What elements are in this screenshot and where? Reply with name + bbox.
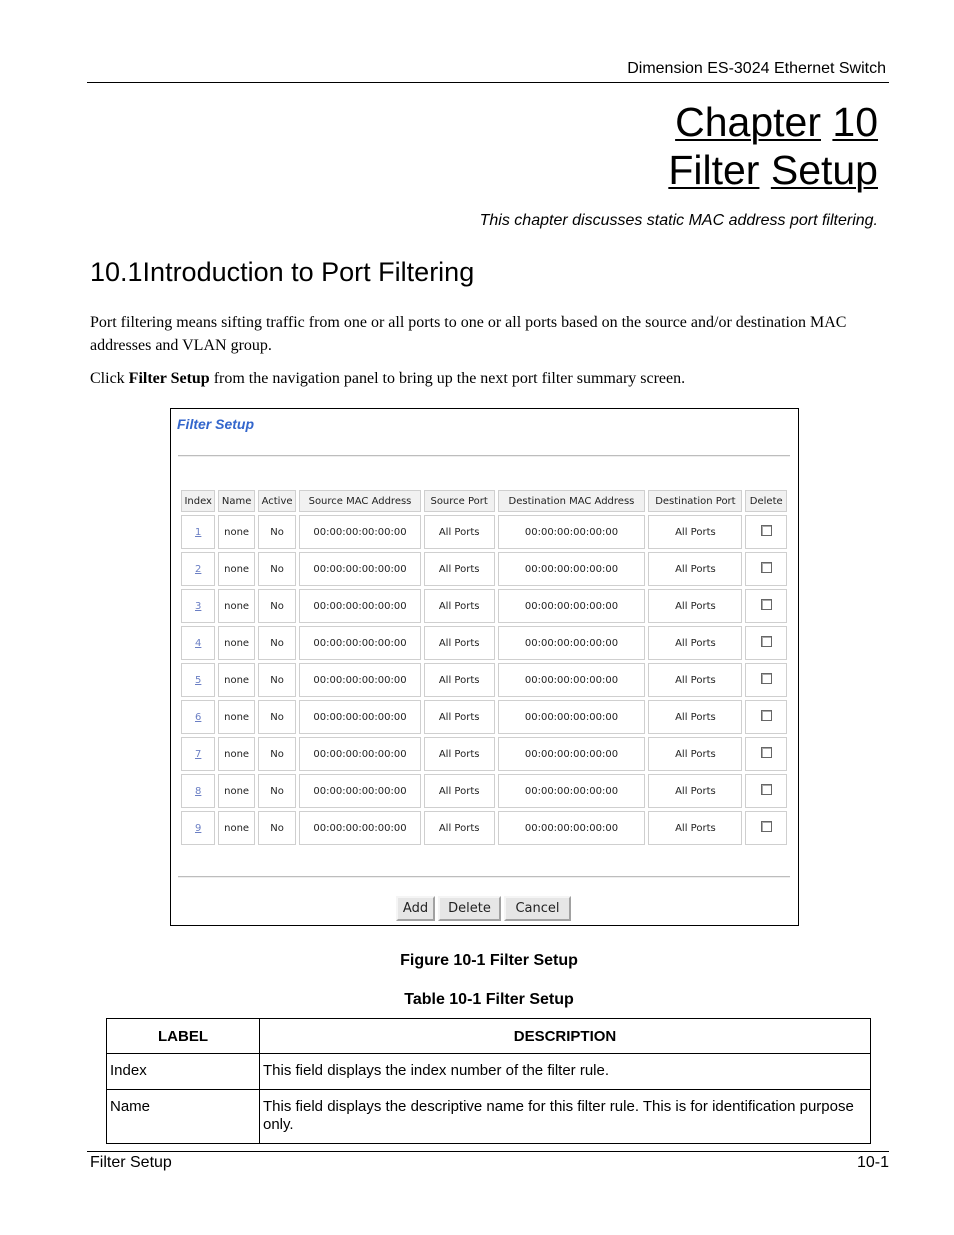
index-link[interactable]: 4 (181, 626, 215, 660)
source-mac-cell: 00:00:00:00:00:00 (299, 663, 420, 697)
name-cell: none (218, 811, 254, 845)
column-header-active: Active (258, 490, 296, 512)
instruction-text-start: Click (90, 370, 129, 387)
active-cell: No (258, 663, 296, 697)
name-cell: none (218, 515, 254, 549)
index-link[interactable]: 6 (181, 700, 215, 734)
source-mac-cell: 00:00:00:00:00:00 (299, 811, 420, 845)
destination-mac-cell: 00:00:00:00:00:00 (498, 737, 646, 771)
active-cell: No (258, 811, 296, 845)
index-link[interactable]: 9 (181, 811, 215, 845)
description-cell: This field displays the descriptive name for this filter rule. This is for identification purpose only. (260, 1090, 871, 1144)
active-cell: No (258, 589, 296, 623)
instruction-bold-term: Filter Setup (128, 370, 210, 387)
filter-setup-screenshot (170, 408, 799, 926)
instruction-paragraph (90, 367, 880, 390)
chapter-word: Chapter (675, 99, 821, 145)
destination-port-cell: All Ports (648, 811, 742, 845)
description-table-header-row (107, 1019, 871, 1054)
table-row (181, 737, 787, 771)
delete-checkbox[interactable] (761, 636, 772, 647)
delete-checkbox[interactable] (761, 747, 772, 758)
delete-cell (745, 774, 787, 808)
intro-paragraph: Port filtering means sifting traffic from one or all ports to one or all ports based on the source and/or destination MAC addresses and VLAN group. (90, 314, 847, 354)
index-link[interactable]: 2 (181, 552, 215, 586)
destination-mac-cell: 00:00:00:00:00:00 (498, 515, 646, 549)
name-cell: none (218, 626, 254, 660)
column-header-name: Name (218, 490, 254, 512)
chapter-name-line (668, 146, 878, 194)
destination-port-cell: All Ports (648, 552, 742, 586)
delete-checkbox[interactable] (761, 821, 772, 832)
destination-port-cell: All Ports (648, 663, 742, 697)
index-link[interactable]: 3 (181, 589, 215, 623)
column-header-destination-port: Destination Port (648, 490, 742, 512)
table-row (181, 552, 787, 586)
delete-checkbox[interactable] (761, 710, 772, 721)
chapter-title (668, 98, 878, 194)
header-rule (87, 82, 889, 83)
column-header-source-mac: Source MAC Address (299, 490, 420, 512)
source-port-cell: All Ports (424, 663, 495, 697)
active-cell: No (258, 737, 296, 771)
chapter-title-word1: Filter (668, 147, 760, 193)
delete-checkbox[interactable] (761, 562, 772, 573)
column-header-source-port: Source Port (424, 490, 495, 512)
destination-mac-cell: 00:00:00:00:00:00 (498, 811, 646, 845)
filter-table-header-row (181, 490, 787, 512)
footer-rule (87, 1151, 889, 1152)
index-link[interactable]: 8 (181, 774, 215, 808)
name-cell: none (218, 700, 254, 734)
label-cell: Index (107, 1054, 260, 1090)
name-cell: none (218, 552, 254, 586)
add-button[interactable]: Add (396, 896, 435, 921)
destination-port-cell: All Ports (648, 515, 742, 549)
table-row (181, 663, 787, 697)
table-row (181, 811, 787, 845)
running-header: Dimension ES-3024 Ethernet Switch (627, 60, 886, 77)
name-cell: none (218, 774, 254, 808)
destination-port-cell: All Ports (648, 626, 742, 660)
source-mac-cell: 00:00:00:00:00:00 (299, 700, 420, 734)
name-cell: none (218, 589, 254, 623)
destination-mac-cell: 00:00:00:00:00:00 (498, 774, 646, 808)
button-area-divider (178, 876, 790, 878)
destination-port-cell: All Ports (648, 774, 742, 808)
source-port-cell: All Ports (424, 700, 495, 734)
delete-cell (745, 663, 787, 697)
chapter-summary: This chapter discusses static MAC address port filtering. (479, 212, 878, 229)
delete-cell (745, 811, 787, 845)
chapter-title-word2: Setup (770, 147, 878, 193)
delete-checkbox[interactable] (761, 525, 772, 536)
description-table (106, 1018, 871, 1144)
index-link[interactable]: 1 (181, 515, 215, 549)
index-link[interactable]: 7 (181, 737, 215, 771)
name-cell: none (218, 737, 254, 771)
filter-summary-table (178, 487, 790, 848)
delete-cell (745, 700, 787, 734)
source-mac-cell: 00:00:00:00:00:00 (299, 774, 420, 808)
destination-mac-cell: 00:00:00:00:00:00 (498, 700, 646, 734)
label-cell: Name (107, 1090, 260, 1144)
source-port-cell: All Ports (424, 626, 495, 660)
delete-checkbox[interactable] (761, 784, 772, 795)
delete-checkbox[interactable] (761, 673, 772, 684)
source-port-cell: All Ports (424, 589, 495, 623)
source-port-cell: All Ports (424, 552, 495, 586)
figure-caption: Figure 10-1 Filter Setup (400, 952, 578, 969)
source-port-cell: All Ports (424, 515, 495, 549)
screen-title: Filter Setup (177, 416, 255, 432)
source-mac-cell: 00:00:00:00:00:00 (299, 626, 420, 660)
table-row (107, 1054, 871, 1090)
chapter-number-line (668, 98, 878, 146)
table-row (107, 1090, 871, 1144)
label-column-header: LABEL (107, 1019, 260, 1054)
delete-cell (745, 552, 787, 586)
source-mac-cell: 00:00:00:00:00:00 (299, 515, 420, 549)
source-mac-cell: 00:00:00:00:00:00 (299, 589, 420, 623)
footer-section-name: Filter Setup (90, 1154, 172, 1171)
destination-port-cell: All Ports (648, 700, 742, 734)
screen-title-divider (178, 455, 790, 457)
delete-button[interactable]: Delete (438, 896, 501, 921)
delete-cell (745, 626, 787, 660)
description-cell: This field displays the index number of the filter rule. (260, 1054, 871, 1090)
source-port-cell: All Ports (424, 737, 495, 771)
destination-mac-cell: 00:00:00:00:00:00 (498, 589, 646, 623)
description-column-header: DESCRIPTION (260, 1019, 871, 1054)
instruction-text-end: from the navigation panel to bring up the next port filter summary screen. (209, 370, 686, 387)
delete-cell (745, 737, 787, 771)
destination-mac-cell: 00:00:00:00:00:00 (498, 663, 646, 697)
column-header-delete: Delete (745, 490, 787, 512)
active-cell: No (258, 515, 296, 549)
destination-port-cell: All Ports (648, 737, 742, 771)
source-port-cell: All Ports (424, 811, 495, 845)
page-number: 10-1 (856, 1154, 889, 1171)
chapter-number: 10 (832, 99, 878, 145)
index-link[interactable]: 5 (181, 663, 215, 697)
cancel-button[interactable]: Cancel (504, 896, 571, 921)
source-port-cell: All Ports (424, 774, 495, 808)
delete-cell (745, 589, 787, 623)
table-row (181, 515, 787, 549)
column-header-destination-mac: Destination MAC Address (498, 490, 646, 512)
section-heading: 10.1Introduction to Port Filtering (90, 257, 475, 287)
active-cell: No (258, 626, 296, 660)
name-cell: none (218, 663, 254, 697)
delete-cell (745, 515, 787, 549)
table-caption: Table 10-1 Filter Setup (404, 991, 574, 1008)
delete-checkbox[interactable] (761, 599, 772, 610)
table-row (181, 700, 787, 734)
destination-mac-cell: 00:00:00:00:00:00 (498, 552, 646, 586)
destination-port-cell: All Ports (648, 589, 742, 623)
active-cell: No (258, 700, 296, 734)
table-row (181, 626, 787, 660)
source-mac-cell: 00:00:00:00:00:00 (299, 737, 420, 771)
column-header-index: Index (181, 490, 215, 512)
active-cell: No (258, 552, 296, 586)
active-cell: No (258, 774, 296, 808)
destination-mac-cell: 00:00:00:00:00:00 (498, 626, 646, 660)
source-mac-cell: 00:00:00:00:00:00 (299, 552, 420, 586)
table-row (181, 774, 787, 808)
table-row (181, 589, 787, 623)
